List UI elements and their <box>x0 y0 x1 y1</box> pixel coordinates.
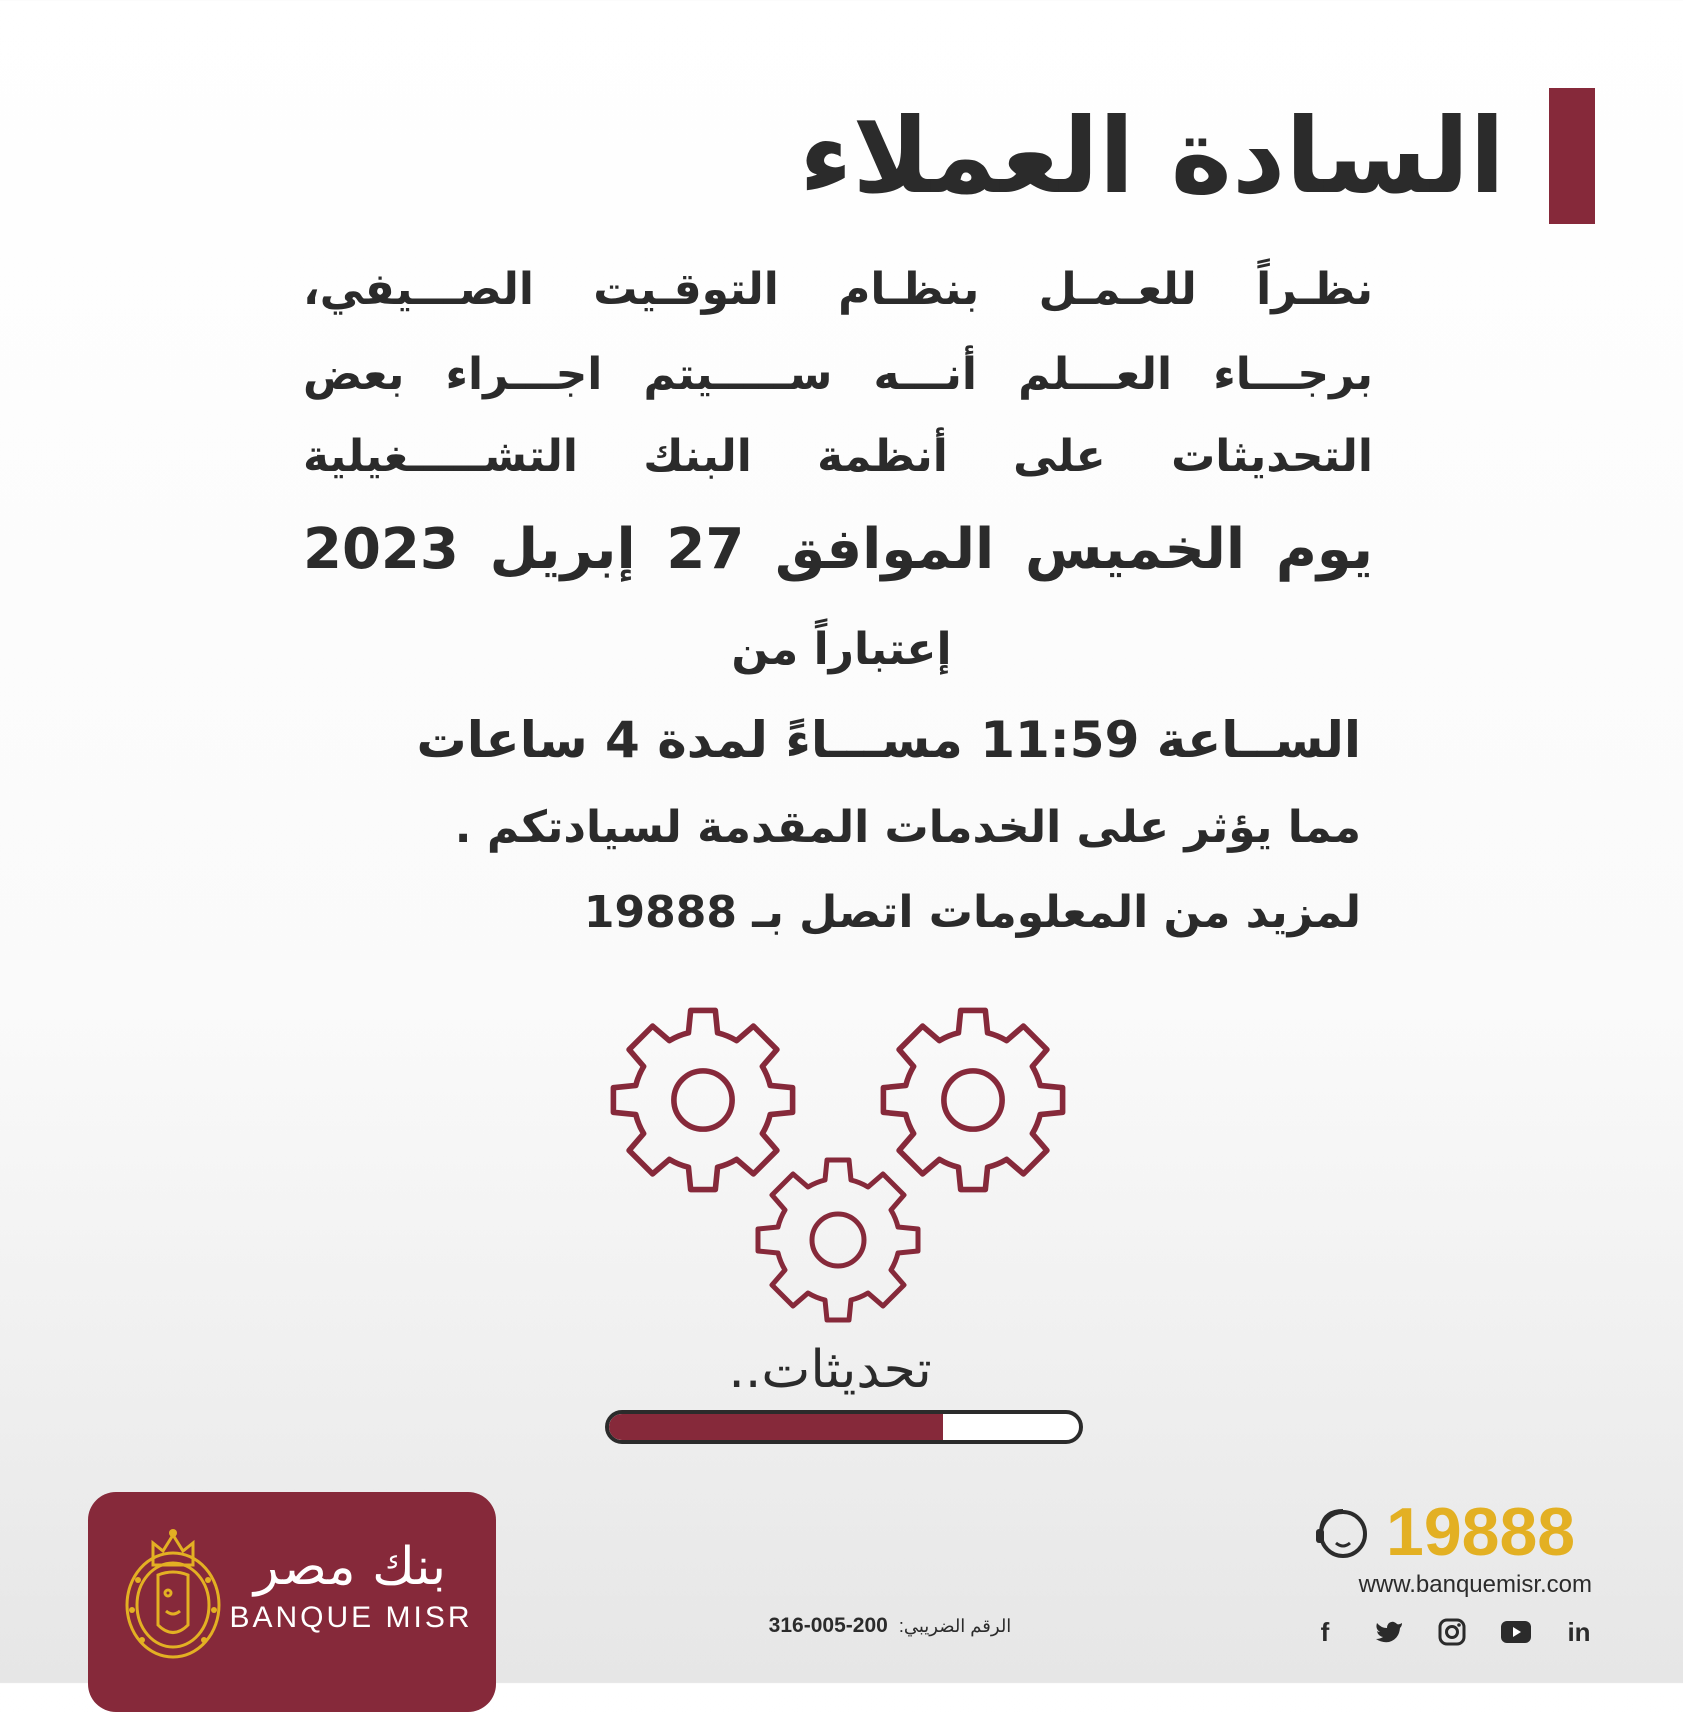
impact-notice: مما يؤثر على الخدمات المقدمة لسيادتكم . <box>454 802 1361 853</box>
gears-icon <box>600 1000 1080 1340</box>
page-title: السادة العملاء <box>799 95 1505 217</box>
title-accent-bar <box>1549 88 1595 224</box>
starting-from-label: إعتباراً من <box>731 624 952 675</box>
maintenance-time: الســاعة 11:59 مســـاءً لمدة 4 ساعات <box>416 711 1361 769</box>
social-links <box>1308 1612 1596 1652</box>
update-status-label: تحديثات.. <box>728 1340 932 1400</box>
website-link[interactable]: www.banquemisr.com <box>1358 1571 1592 1598</box>
gear-bottom-icon <box>758 1160 918 1320</box>
pharaoh-seal-logo <box>118 1525 228 1665</box>
notice-line-2: برجـــاء العـــلم أنـــه ســـــيتم اجـــراء بعض <box>303 349 1373 400</box>
youtube-icon[interactable] <box>1499 1615 1533 1649</box>
tax-number: 200-005-316 <box>768 1614 888 1637</box>
headset-icon <box>1312 1503 1374 1565</box>
logo-arabic-name: بنك مصر <box>253 1537 447 1597</box>
progress-fill <box>609 1414 943 1440</box>
notice-line-1: نظـراً للعـمـل بنظـام التوقـيت الصـــيفي، <box>303 264 1373 315</box>
tax-id <box>740 1614 1040 1638</box>
update-progress-bar <box>605 1410 1083 1444</box>
instagram-icon[interactable] <box>1435 1615 1469 1649</box>
contact-notice: لمزيد من المعلومات اتصل بـ 19888 <box>583 887 1361 938</box>
notice-line-3: التحديثات على أنظمة البنك التشـــــغيلية <box>303 431 1373 482</box>
maintenance-date: يوم الخميس الموافق 27 إبريل 2023 <box>303 517 1374 582</box>
gear-left-icon <box>613 1010 792 1189</box>
facebook-icon[interactable]: f <box>1320 1616 1330 1647</box>
logo-english-name: BANQUE MISR <box>229 1601 473 1634</box>
hotline-number[interactable]: 19888 <box>1386 1494 1576 1570</box>
gear-right-icon <box>883 1010 1062 1189</box>
tax-label: الرقم الضريبي: <box>898 1616 1012 1636</box>
twitter-icon[interactable] <box>1372 1615 1406 1649</box>
linkedin-icon[interactable]: in <box>1567 1616 1591 1647</box>
